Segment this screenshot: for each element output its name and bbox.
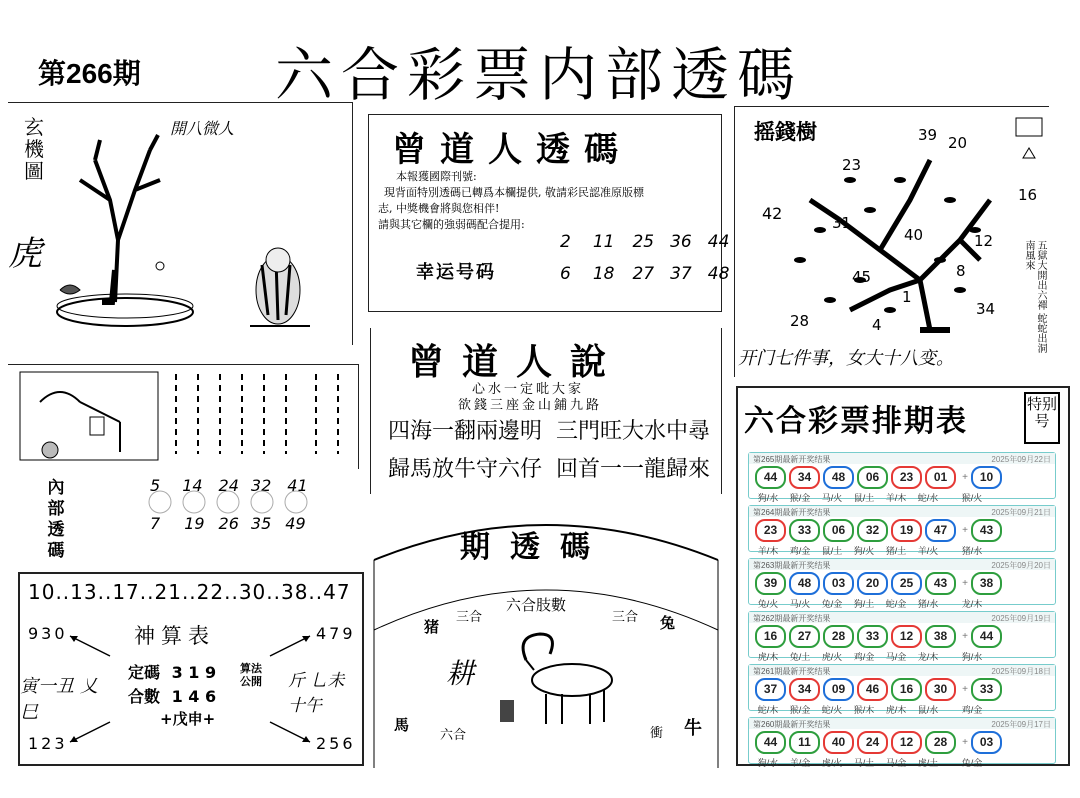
lottery-ball: 34 [789, 466, 820, 489]
zodiac-label: 狗/水 [757, 493, 779, 503]
result-zodiacs [752, 698, 988, 717]
lottery-ball: 06 [823, 519, 854, 542]
plus-icon: + [962, 684, 968, 695]
lottery-ball: 19 [891, 519, 922, 542]
lottery-ball: 30 [925, 678, 956, 701]
zodiac-label: 狗/水 [757, 758, 779, 768]
label-liuhe: 六合 [440, 728, 467, 743]
xuanji-title: 玄 機 圖 [24, 115, 44, 183]
lottery-ball: 44 [755, 466, 786, 489]
result-zodiacs [752, 751, 988, 770]
heshu-row: 合數 1 4 6 [128, 687, 217, 706]
zodiac-label: 猴/金 [789, 705, 811, 715]
zodiac-label: 马/金 [885, 652, 907, 662]
special-zodiac-label: 猴/火 [961, 493, 983, 503]
plus-icon: + [962, 631, 968, 642]
result-zodiacs [752, 645, 988, 664]
label-chong: 衝 [650, 726, 664, 741]
result-date: 2025年09月17日 [991, 720, 1051, 729]
tree-num-42: 42 [762, 204, 783, 223]
tree-num-23: 23 [842, 156, 862, 174]
result-date: 2025年09月21日 [991, 508, 1051, 517]
lottery-ball: 48 [823, 466, 854, 489]
zodiac-label: 猴/金 [789, 493, 811, 503]
notice-line1: 本報獲國際刊號: [396, 170, 477, 183]
liuhe-shushu-label: 六合肢數 [506, 596, 567, 614]
result-zodiacs [752, 539, 988, 558]
lottery-ball: 27 [789, 625, 820, 648]
label-rabbit: 兔 [660, 614, 676, 632]
label-pig: 猪 [424, 618, 440, 636]
tree-num-31: 31 [832, 214, 852, 232]
result-card [748, 611, 1056, 662]
shuo-poem1: 四海一翻兩邊明 三門旺大水中尋 [388, 419, 710, 444]
lottery-ball: 46 [857, 678, 888, 701]
zodiac-label: 蛇/金 [885, 599, 907, 609]
lottery-ball: 12 [891, 731, 922, 754]
result-header [749, 665, 1055, 676]
special-zodiac-label: 兔/金 [961, 758, 983, 768]
number-sequence: 10..13..17..21..22..30..38..47 [28, 580, 351, 604]
shuo-sub1: 心水一定吡大家 [472, 382, 585, 397]
tree-num-28: 28 [790, 312, 810, 330]
tree-num-1: 1 [902, 288, 912, 306]
result-date: 2025年09月18日 [991, 667, 1051, 676]
result-title: 第261期最新开奖结果 [753, 667, 831, 676]
schedule-title: 六合彩票排期表 [744, 404, 968, 439]
lucky-row1: 2 11 25 36 44 [560, 232, 730, 252]
lottery-ball: 48 [789, 572, 820, 595]
right-handwriting: 斤 乚未 十午 [288, 671, 345, 716]
result-zodiacs [752, 592, 988, 611]
ganzhi-label: +戊申+ [160, 710, 216, 728]
tree-num-40: 40 [904, 226, 924, 244]
xuanji-caption: 開八微人 [170, 119, 235, 138]
neibu-numbers-row2: 7 19 26 35 49 [150, 514, 306, 533]
zodiac-label: 猴/木 [853, 705, 875, 715]
neibu-touma-title: 內 部 透 碼 [47, 478, 65, 561]
zodiac-label: 鸡/金 [853, 652, 875, 662]
brush-character: 耕 [446, 657, 475, 690]
page-title: 六合彩票内部透碼 [275, 41, 804, 109]
dingma-row: 定碼 3 1 9 [128, 663, 217, 682]
tree-num-8: 8 [956, 262, 966, 280]
zodiac-label: 狗/土 [853, 599, 875, 609]
goat-drawing-icon [486, 630, 626, 730]
lottery-ball: 03 [823, 572, 854, 595]
zodiac-label: 羊/木 [757, 546, 779, 556]
lottery-ball: 28 [925, 731, 956, 754]
zodiac-label: 虎/木 [885, 705, 907, 715]
lottery-ball: 37 [755, 678, 786, 701]
tree-num-20: 20 [948, 134, 968, 152]
zodiac-label: 蛇/火 [821, 705, 843, 715]
corner-num-top-left: 930 [28, 624, 68, 643]
zodiac-label: 鼠/水 [917, 705, 939, 715]
zodiac-label: 虎/火 [821, 758, 843, 768]
result-card [748, 558, 1056, 609]
algorithm-note: 算法公開 [240, 662, 262, 688]
result-date: 2025年09月20日 [991, 561, 1051, 570]
label-sanhe-right: 三合 [612, 610, 639, 625]
lottery-ball: 16 [755, 625, 786, 648]
special-ball: 33 [971, 678, 1002, 701]
tree-illustration [40, 130, 340, 340]
tiger-drawing-icon [250, 248, 310, 326]
shuo-poem2: 歸馬放牛守六仔 回首一一龍歸來 [388, 457, 710, 482]
plus-icon: + [962, 578, 968, 589]
tree-num-12: 12 [974, 232, 994, 250]
shensuan-title: 神算表 [134, 624, 215, 648]
lottery-ball: 16 [891, 678, 922, 701]
corner-num-top-right: 479 [316, 624, 356, 643]
special-ball: 03 [971, 731, 1002, 754]
tree-num-4: 4 [872, 316, 882, 334]
lottery-ball: 32 [857, 519, 888, 542]
result-date: 2025年09月19日 [991, 614, 1051, 623]
tree-corner-stamp [1016, 118, 1046, 178]
scroll-columns-illustration [168, 370, 358, 466]
plus-icon: + [962, 737, 968, 748]
zodiac-label: 马/火 [821, 493, 843, 503]
zodiac-label: 蛇/木 [757, 705, 779, 715]
special-zodiac-label: 猪/水 [961, 546, 983, 556]
lucky-row2: 6 18 27 37 48 [560, 264, 730, 284]
special-ball: 10 [971, 466, 1002, 489]
result-title: 第264期最新开奖结果 [753, 508, 831, 517]
special-ball: 44 [971, 625, 1002, 648]
special-zodiac-label: 龙/木 [961, 599, 983, 609]
zodiac-label: 猪/土 [885, 546, 907, 556]
special-ball: 43 [971, 519, 1002, 542]
zodiac-label: 虎/火 [821, 652, 843, 662]
tree-num-16: 16 [1018, 186, 1038, 204]
zodiac-label: 狗/火 [853, 546, 875, 556]
lottery-ball: 01 [925, 466, 956, 489]
tree-side-text: 五獄大開出六禪 蛇蛇出洞南風來 [1023, 240, 1046, 354]
result-title: 第260期最新开奖结果 [753, 720, 831, 729]
zodiac-label: 虎/木 [757, 652, 779, 662]
zodiac-label: 鼠/土 [853, 493, 875, 503]
lottery-ball: 23 [891, 466, 922, 489]
lottery-ball: 23 [755, 519, 786, 542]
label-sanhe-left: 三合 [456, 610, 483, 625]
special-ball: 38 [971, 572, 1002, 595]
zodiac-label: 羊/火 [917, 546, 939, 556]
lottery-ball: 44 [755, 731, 786, 754]
result-card [748, 717, 1056, 768]
zodiac-label: 马/火 [789, 599, 811, 609]
lottery-ball: 20 [857, 572, 888, 595]
zodiac-label: 蛇/水 [917, 493, 939, 503]
tree-num-45: 45 [852, 268, 872, 286]
result-card [748, 452, 1056, 503]
result-header [749, 506, 1055, 517]
lottery-ball: 43 [925, 572, 956, 595]
lucky-number-label: 幸运号码 [416, 262, 496, 283]
result-title: 第265期最新开奖结果 [753, 455, 831, 464]
neibu-numbers-row1: 5 14 24 32 41 [150, 476, 308, 495]
result-header [749, 612, 1055, 623]
corner-num-bottom-right: 256 [316, 734, 356, 753]
lottery-ball: 28 [823, 625, 854, 648]
lottery-ball: 33 [857, 625, 888, 648]
lottery-ball: 11 [789, 731, 820, 754]
special-zodiac-label: 狗/水 [961, 652, 983, 662]
qi-touma-title: 期透碼 [460, 530, 610, 565]
result-title: 第262期最新开奖结果 [753, 614, 831, 623]
plus-icon: + [962, 472, 968, 483]
corner-num-bottom-left: 123 [28, 734, 68, 753]
zodiac-label: 鸡/金 [789, 546, 811, 556]
lottery-ball: 34 [789, 678, 820, 701]
lottery-ball: 40 [823, 731, 854, 754]
zodiac-label: 马/土 [853, 758, 875, 768]
lottery-ball: 12 [891, 625, 922, 648]
lottery-ball: 39 [755, 572, 786, 595]
result-header [749, 718, 1055, 729]
label-ox: 牛 [684, 718, 702, 739]
zodiac-label: 马/金 [885, 758, 907, 768]
tree-num-34: 34 [976, 300, 996, 318]
lottery-ball: 47 [925, 519, 956, 542]
lottery-ball: 25 [891, 572, 922, 595]
zengdaoren-touma-title: 曾道人透碼 [392, 130, 632, 170]
shuo-sub2: 欲錢三座金山鋪九路 [458, 398, 603, 413]
label-horse: 馬 [394, 716, 410, 734]
lottery-ball: 38 [925, 625, 956, 648]
result-header [749, 559, 1055, 570]
zodiac-label: 虎/土 [917, 758, 939, 768]
notice-line4: 請與其它欄的強弱碼配合提用: [378, 218, 525, 231]
result-date: 2025年09月22日 [991, 455, 1051, 464]
zodiac-label: 龙/木 [917, 652, 939, 662]
zodiac-label: 猪/水 [917, 599, 939, 609]
zodiac-label: 鼠/土 [821, 546, 843, 556]
plus-icon: + [962, 525, 968, 536]
lottery-ball: 33 [789, 519, 820, 542]
lottery-ball: 09 [823, 678, 854, 701]
tree-caption: 开门七件事，女大十八变。 [738, 348, 954, 369]
yaoqianshu-title: 摇錢樹 [754, 119, 817, 144]
xuanji-stamp: 虎 [8, 234, 42, 274]
result-header [749, 453, 1055, 464]
zodiac-label: 兔/火 [757, 599, 779, 609]
result-zodiacs [752, 486, 988, 505]
zodiac-label: 羊/金 [789, 758, 811, 768]
result-title: 第263期最新开奖结果 [753, 561, 831, 570]
lottery-ball: 06 [857, 466, 888, 489]
left-handwriting: 寅一丑 乂 巳 [20, 676, 98, 723]
lottery-ball: 24 [857, 731, 888, 754]
tree-num-39: 39 [918, 126, 938, 144]
zodiac-label: 兔/金 [821, 599, 843, 609]
zodiac-label: 兔/土 [789, 652, 811, 662]
small-scene-illustration [20, 372, 160, 462]
issue-number: 第266期 [38, 58, 141, 89]
zengdaoren-shuo-title: 曾道人說 [408, 341, 625, 383]
special-badge: 特别号 [1024, 392, 1060, 444]
result-card [748, 505, 1056, 556]
notice-line3: 志, 中獎機會將與您相伴! [378, 202, 500, 215]
zodiac-label: 羊/木 [885, 493, 907, 503]
special-zodiac-label: 鸡/金 [961, 705, 983, 715]
result-card [748, 664, 1056, 715]
notice-line2: 現背面特別透碼已轉爲本欄提供, 敬請彩民認准原版標 [384, 186, 644, 199]
money-tree-illustration [760, 140, 1000, 340]
